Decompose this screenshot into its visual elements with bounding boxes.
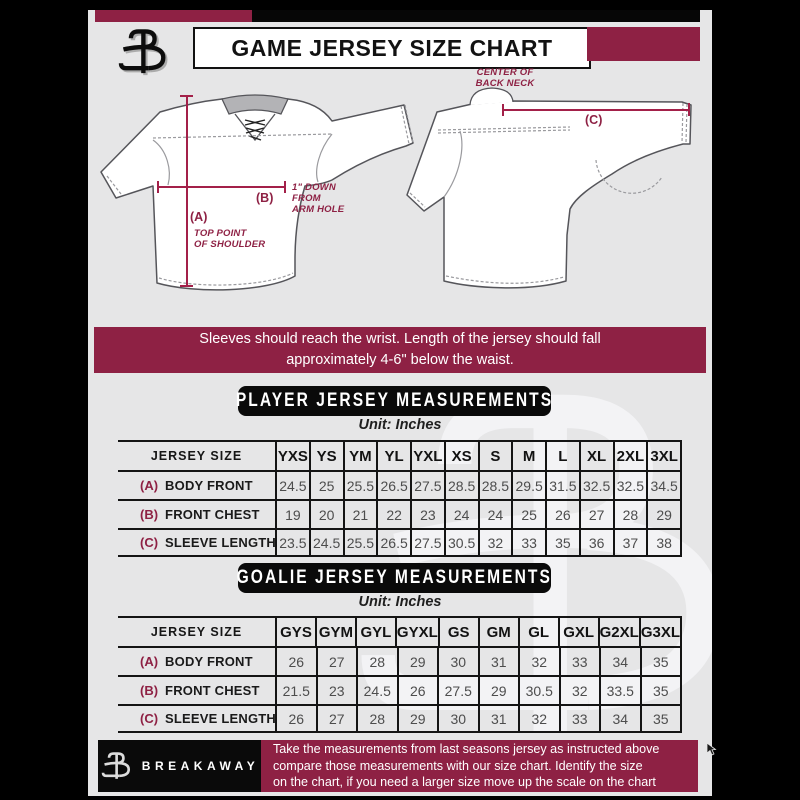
value-cell: 32 (518, 706, 559, 731)
value-cell: 28.5 (444, 472, 478, 499)
size-header-cell: YXS (275, 442, 309, 470)
size-header-cell: YL (376, 442, 410, 470)
value-cell: 31.5 (545, 472, 579, 499)
jersey-size-header-cell: JERSEY SIZE (150, 449, 243, 463)
measure-key: (C) (140, 535, 159, 550)
value-cell: 33 (511, 530, 545, 555)
table-row (118, 470, 682, 499)
row-label-cell (118, 677, 275, 704)
value-cell: 23 (410, 501, 444, 528)
value-cell: 27.5 (437, 677, 478, 704)
value-cell: 21 (343, 501, 377, 528)
footer-instruction-line: Take the measurements from last seasons jersey as instructed above (273, 742, 660, 757)
value-cell: 32 (478, 530, 512, 555)
player-unit-label: Unit: Inches (358, 417, 442, 433)
value-cell: 34 (599, 648, 640, 675)
measure-line-c-tick-left (502, 104, 504, 116)
size-header-cell: GYXL (395, 618, 438, 646)
value-cell: 34 (599, 706, 640, 731)
label-c: (C) (585, 113, 603, 127)
row-label-cell (118, 706, 275, 731)
value-cell: 26.5 (376, 530, 410, 555)
measure-label: FRONT CHEST (165, 507, 260, 522)
value-cell: 38 (646, 530, 682, 555)
value-cell: 30 (437, 648, 478, 675)
value-cell: 29 (478, 677, 519, 704)
measure-line-c (502, 109, 689, 111)
page-title: GAME JERSEY SIZE CHART (193, 27, 591, 69)
breakaway-footer-logo-icon (100, 750, 134, 782)
row-label-cell (118, 501, 275, 528)
measure-line-a-tick-bottom (180, 285, 193, 287)
measure-label: SLEEVE LENGTH (165, 535, 276, 550)
size-header-cell: YS (309, 442, 343, 470)
value-cell: 32.5 (613, 472, 647, 499)
size-header-cell: G3XL (639, 618, 682, 646)
value-cell: 25 (309, 472, 343, 499)
measure-label: SLEEVE LENGTH (165, 711, 276, 726)
row-label-cell (118, 530, 275, 555)
footer-brand-name: BREAKAWAY (141, 759, 260, 773)
jersey-front-diagram (95, 90, 415, 325)
value-cell: 25 (511, 501, 545, 528)
size-header-cell: GS (438, 618, 478, 646)
size-header-cell: S (478, 442, 512, 470)
label-a-note: TOP POINT OF SHOULDER (194, 228, 266, 250)
value-cell: 30 (437, 706, 478, 731)
measure-label: BODY FRONT (165, 654, 253, 669)
fit-note-banner (94, 327, 706, 373)
size-header-cell: YM (343, 442, 377, 470)
value-cell: 24.5 (309, 530, 343, 555)
footer-instruction-line: compare those measurements with our size chart. Identify the size (273, 758, 643, 773)
table-row (118, 646, 682, 675)
table-header-row (118, 616, 682, 646)
measure-key: (B) (140, 683, 159, 698)
breakaway-logo-icon (116, 26, 172, 78)
chart-canvas (88, 10, 712, 796)
footer-instruction-line: on the chart, if you need a larger size move up the scale on the chart (273, 775, 656, 790)
table-row (118, 704, 682, 733)
measure-label: FRONT CHEST (165, 683, 260, 698)
title-accent-block (587, 27, 700, 61)
value-cell: 26 (275, 706, 316, 731)
value-cell: 25.5 (343, 530, 377, 555)
value-cell: 32.5 (579, 472, 613, 499)
value-cell: 24.5 (275, 472, 309, 499)
size-header-cell: L (545, 442, 579, 470)
measure-line-b-tick-left (157, 181, 159, 193)
value-cell: 25.5 (343, 472, 377, 499)
value-cell: 35 (640, 706, 683, 731)
size-header-cell: GL (518, 618, 558, 646)
value-cell: 23 (316, 677, 357, 704)
measure-line-a-tick-top (180, 95, 193, 97)
row-label-cell (118, 648, 275, 675)
measure-label: BODY FRONT (165, 478, 253, 493)
value-cell: 26 (275, 648, 316, 675)
size-header-cell: GM (478, 618, 518, 646)
size-header-cell: M (511, 442, 545, 470)
value-cell: 22 (376, 501, 410, 528)
size-header-cell: YXL (410, 442, 444, 470)
value-cell: 29.5 (511, 472, 545, 499)
measure-line-b (157, 186, 285, 188)
value-cell: 34.5 (646, 472, 682, 499)
value-cell: 31 (478, 648, 519, 675)
measure-line-b-tick-right (284, 181, 286, 193)
measure-line-a (186, 96, 188, 286)
value-cell: 35 (640, 677, 683, 704)
fit-note-line: approximately 4-6" below the waist. (286, 352, 514, 368)
measure-key: (C) (140, 711, 159, 726)
mouse-cursor (706, 742, 718, 756)
size-header-cell: GYM (315, 618, 355, 646)
value-cell: 26 (545, 501, 579, 528)
row-label-cell (118, 472, 275, 499)
value-cell: 29 (397, 706, 438, 731)
size-header-cell: GYS (275, 618, 315, 646)
size-header-cell: 3XL (646, 442, 682, 470)
value-cell: 28 (613, 501, 647, 528)
size-header-cell: 2XL (613, 442, 647, 470)
jersey-size-header-cell: JERSEY SIZE (150, 625, 243, 639)
size-header-cell: XL (579, 442, 613, 470)
player-section-header (235, 386, 554, 416)
table-row (118, 675, 682, 704)
footer-brand-box (98, 740, 261, 792)
measure-line-c-tick-right (688, 103, 690, 116)
value-cell: 30.5 (518, 677, 559, 704)
value-cell: 35 (640, 648, 683, 675)
goalie-section-title: GOALIE JERSEY MEASUREMENTS (236, 567, 553, 588)
footer-instructions (261, 740, 698, 792)
label-b: (B) (256, 191, 274, 205)
goalie-section-header (238, 563, 551, 593)
value-cell: 28.5 (478, 472, 512, 499)
goalie-table (118, 616, 682, 733)
value-cell: 35 (545, 530, 579, 555)
value-cell: 30.5 (444, 530, 478, 555)
top-accent-maroon (95, 10, 252, 22)
size-header-cell: GYL (355, 618, 395, 646)
size-header-cell: GXL (558, 618, 598, 646)
value-cell: 36 (579, 530, 613, 555)
table-row (118, 528, 682, 557)
value-cell: 24 (444, 501, 478, 528)
value-cell: 28 (356, 706, 397, 731)
value-cell: 27.5 (410, 530, 444, 555)
measure-key: (A) (140, 478, 159, 493)
value-cell: 33 (559, 706, 600, 731)
value-cell: 20 (309, 501, 343, 528)
fit-note-line: Sleeves should reach the wrist. Length of the jersey should fall (199, 331, 601, 347)
label-b-note: 1" DOWN FROM ARM HOLE (292, 182, 345, 215)
player-section-title: PLAYER JERSEY MEASUREMENTS (235, 390, 554, 411)
value-cell: 27.5 (410, 472, 444, 499)
value-cell: 24.5 (356, 677, 397, 704)
value-cell: 37 (613, 530, 647, 555)
player-table (118, 440, 682, 557)
value-cell: 28 (356, 648, 397, 675)
measure-key: (A) (140, 654, 159, 669)
value-cell: 33.5 (599, 677, 640, 704)
size-header-cell: XS (444, 442, 478, 470)
value-cell: 19 (275, 501, 309, 528)
value-cell: 23.5 (275, 530, 309, 555)
label-a: (A) (190, 210, 208, 224)
measure-key: (B) (140, 507, 159, 522)
value-cell: 24 (478, 501, 512, 528)
top-accent-black (252, 10, 700, 22)
goalie-unit-label: Unit: Inches (358, 594, 442, 610)
size-header-cell: G2XL (598, 618, 639, 646)
jersey-back-diagram (400, 85, 700, 300)
value-cell: 26 (397, 677, 438, 704)
value-cell: 29 (646, 501, 682, 528)
value-cell: 21.5 (275, 677, 316, 704)
table-header-row (118, 440, 682, 470)
value-cell: 32 (559, 677, 600, 704)
value-cell: 29 (397, 648, 438, 675)
value-cell: 27 (316, 648, 357, 675)
value-cell: 33 (559, 648, 600, 675)
table-row (118, 499, 682, 528)
value-cell: 32 (518, 648, 559, 675)
value-cell: 27 (579, 501, 613, 528)
value-cell: 26.5 (376, 472, 410, 499)
value-cell: 31 (478, 706, 519, 731)
label-c-note: CENTER OF BACK NECK (475, 67, 535, 89)
value-cell: 27 (316, 706, 357, 731)
